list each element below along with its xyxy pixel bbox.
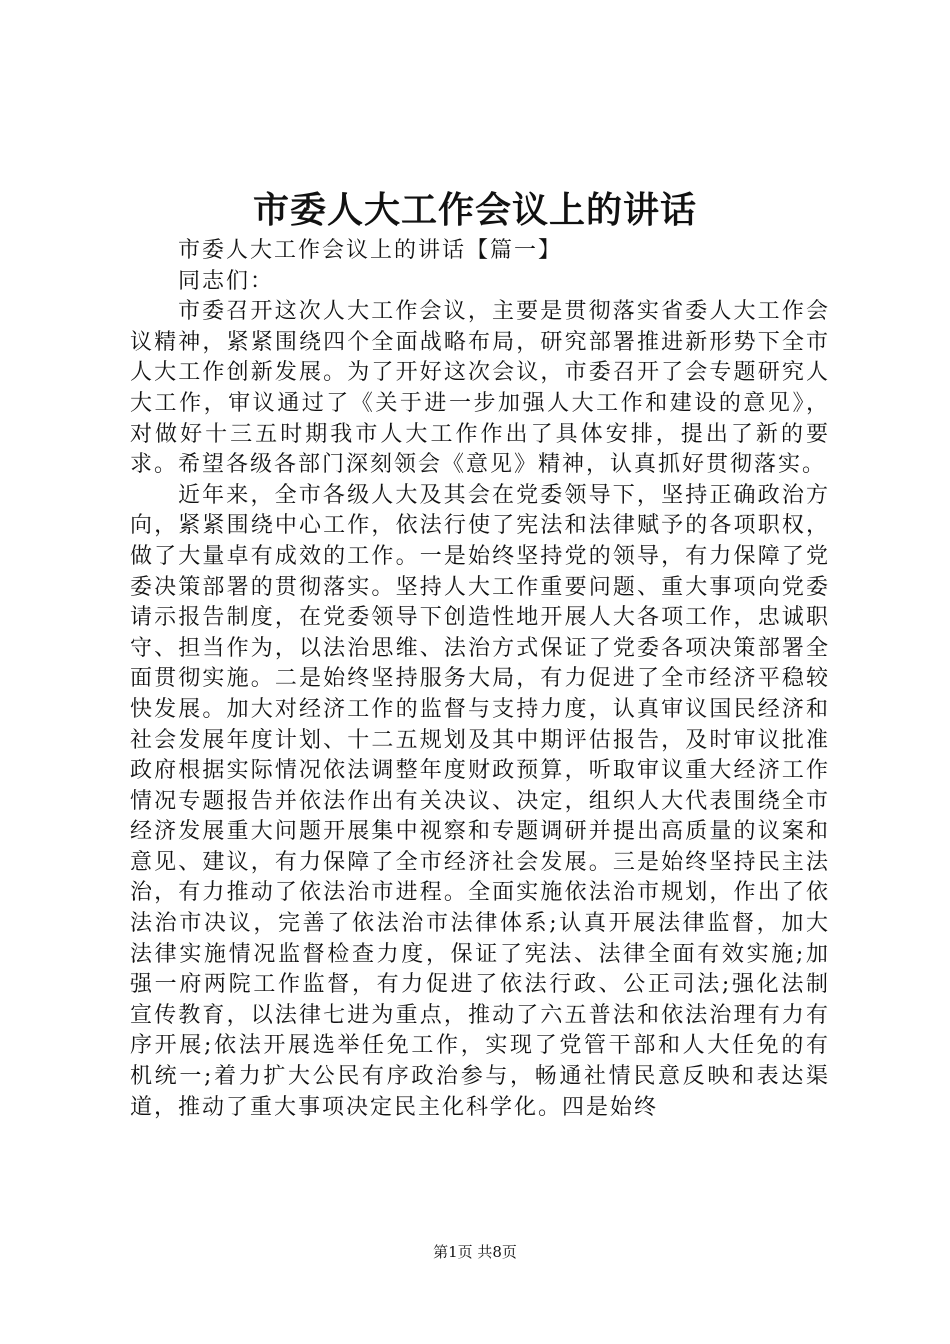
section-heading: 市委人大工作会议上的讲话【篇一】 [178, 238, 563, 263]
page-footer: 第1页 共8页 [433, 1243, 517, 1261]
salutation: 同志们： [178, 268, 275, 294]
document-body [130, 236, 830, 1123]
document-title: 市委人大工作会议上的讲话 [252, 189, 697, 231]
paragraph-2: 近年来，全市各级人大及其会在党委领导下，坚持正确政治方向，紧紧围绕中心工作，依法行使了宪法和法律赋予的各项职权，做了大量卓有成效的工作。一是始终坚持党的领导，有力保障了党委决策部署的贯彻落实。坚持人大工作重要问题、重大事项向党委请示报告制度，在党委领导下创造性地开展人大各项工作，忠诚职守、担当作为，以法治思维、法治方式保证了党委各项决策部署全面贯彻实施。二是始终坚持服务大局，有力促进了全市经济平稳较快发展。加大对经济工作的监督与支持力度，认真审议国民经济和社会发展年度计划、十二五规划及其中期评估报告，及时审议批准政府根据实际情况依法调整年度财政预算，听取审议重大经济工作情况专题报告并依法作出有关决议、决定，组织人大代表围绕全市经济发展重大问题开展集中视察和专题调研并提出高质量的议案和意见、建议，有力保障了全市经济社会发展。三是始终坚持民主法治，有力推动了依法治市进程。全面实施依法治市规划，作出了依法治市决议，完善了依法治市法律体系;认真开展法律监督，加大法律实施情况监督检查力度，保证了宪法、法律全面有效实施;加强一府两院工作监督，有力促进了依法行政、公正司法;强化法制宣传教育，以法律七进为重点，推动了六五普法和依法治理有力有序开展;依法开展选举任免工作，实现了党管干部和人大任免的有机统一;着力扩大公民有序政治参与，畅通社情民意反映和表达渠道，推动了重大事项决定民主化科学化。四是始终 [130, 482, 830, 1120]
paragraph-1: 市委召开这次人大工作会议，主要是贯彻落实省委人大工作会议精神，紧紧围绕四个全面战略布局，研究部署推进新形势下全市人大工作创新发展。为了开好这次会议，市委召开了会专题研究人大工作，审议通过了《关于进一步加强人大工作和建设的意见》，对做好十三五时期我市人大工作作出了具体安排，提出了新的要求。希望各级各部门深刻领会《意见》精神，认真抓好贯彻落实。 [130, 299, 830, 478]
